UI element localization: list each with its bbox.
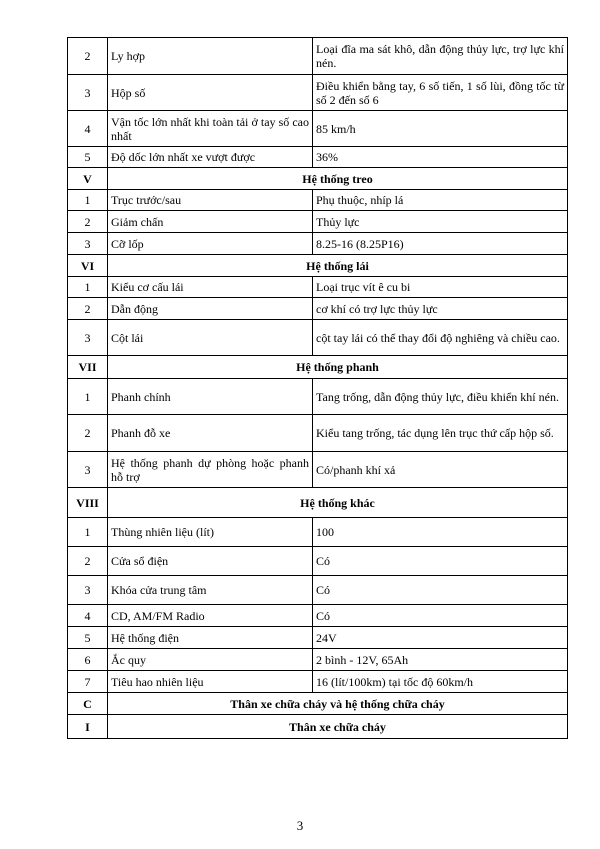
item-number: 2 [68,415,108,452]
table-row [68,452,568,488]
item-label: Hệ thống điện [108,627,313,649]
specification-table [67,37,568,739]
table-row [68,277,568,298]
item-value: Tang trống, dẫn động thủy lực, điều khiển khí nén. [313,379,568,415]
section-title: Hệ thống khác [108,488,568,518]
item-label: Phanh đỗ xe [108,415,313,452]
item-number: 4 [68,111,108,147]
item-value: Có [313,605,568,627]
section-number: VIII [68,488,108,518]
item-label: Thùng nhiên liệu (lít) [108,518,313,547]
item-value: 2 bình - 12V, 65Ah [313,649,568,671]
item-value: cơ khí có trợ lực thủy lực [313,298,568,320]
section-row [68,488,568,518]
section-title: Thân xe chữa cháy [108,715,568,739]
item-value: Có [313,576,568,605]
item-number: 2 [68,547,108,576]
item-value: Điều khiển bằng tay, 6 số tiến, 1 số lùi, đồng tốc từ số 2 đến số 6 [313,75,568,111]
section-row [68,356,568,379]
table-row [68,671,568,693]
item-label: Khóa cửa trung tâm [108,576,313,605]
item-label: Dẫn động [108,298,313,320]
item-label: Ắc quy [108,649,313,671]
section-title: Thân xe chữa cháy và hệ thống chữa cháy [108,693,568,715]
item-value: 100 [313,518,568,547]
item-value: 8.25-16 (8.25P16) [313,233,568,255]
section-number: C [68,693,108,715]
item-label: Cửa sổ điện [108,547,313,576]
item-number: 5 [68,627,108,649]
item-number: 1 [68,379,108,415]
item-label: Ly hợp [108,38,313,75]
item-number: 6 [68,649,108,671]
item-number: 7 [68,671,108,693]
item-label: Cột lái [108,320,313,356]
item-number: 3 [68,75,108,111]
section-number: VI [68,255,108,277]
item-number: 3 [68,233,108,255]
section-row [68,168,568,190]
item-value: Phụ thuộc, nhíp lá [313,190,568,211]
table-row [68,190,568,211]
table-row [68,649,568,671]
item-label: Độ dốc lớn nhất xe vượt được [108,147,313,168]
item-number: 2 [68,298,108,320]
table-row [68,576,568,605]
table-row [68,547,568,576]
table-row [68,605,568,627]
item-value: Loại trục vít ê cu bi [313,277,568,298]
section-row [68,255,568,277]
section-number: V [68,168,108,190]
table-row [68,111,568,147]
item-label: Hệ thống phanh dự phòng hoặc phanh hỗ trợ [108,452,313,488]
item-value: Có/phanh khí xả [313,452,568,488]
table-row [68,233,568,255]
item-label: Vận tốc lớn nhất khi toàn tải ở tay số cao nhất [108,111,313,147]
table-row [68,75,568,111]
item-label: Giảm chấn [108,211,313,233]
item-label: CD, AM/FM Radio [108,605,313,627]
item-number: 2 [68,211,108,233]
item-value: Kiểu tang trống, tác dụng lên trục thứ cấp hộp số. [313,415,568,452]
specification-table-body [68,38,568,739]
item-number: 3 [68,452,108,488]
item-value: 85 km/h [313,111,568,147]
item-number: 1 [68,190,108,211]
section-title: Hệ thống treo [108,168,568,190]
item-number: 1 [68,277,108,298]
section-number: VII [68,356,108,379]
item-number: 2 [68,38,108,75]
item-label: Cỡ lốp [108,233,313,255]
page-number: 3 [296,818,304,833]
table-row [68,518,568,547]
item-value: 36% [313,147,568,168]
item-number: 1 [68,518,108,547]
section-title: Hệ thống phanh [108,356,568,379]
item-label: Phanh chính [108,379,313,415]
section-row [68,715,568,739]
item-value: Thủy lực [313,211,568,233]
item-value: Loại đĩa ma sát khô, dẫn động thủy lực, trợ lực khí nén. [313,38,568,75]
item-label: Kiểu cơ cấu lái [108,277,313,298]
item-number: 4 [68,605,108,627]
item-label: Tiêu hao nhiên liệu [108,671,313,693]
item-value: 24V [313,627,568,649]
item-value: 16 (lít/100km) tại tốc độ 60km/h [313,671,568,693]
table-row [68,320,568,356]
table-row [68,147,568,168]
section-title: Hệ thống lái [108,255,568,277]
table-row [68,38,568,75]
table-row [68,298,568,320]
table-row [68,211,568,233]
item-number: 3 [68,576,108,605]
table-row [68,379,568,415]
item-value: Có [313,547,568,576]
item-label: Trục trước/sau [108,190,313,211]
table-row [68,627,568,649]
item-number: 5 [68,147,108,168]
table-row [68,415,568,452]
item-label: Hộp số [108,75,313,111]
section-row [68,693,568,715]
item-value: cột tay lái có thể thay đổi độ nghiêng và chiều cao. [313,320,568,356]
item-number: 3 [68,320,108,356]
section-number: I [68,715,108,739]
